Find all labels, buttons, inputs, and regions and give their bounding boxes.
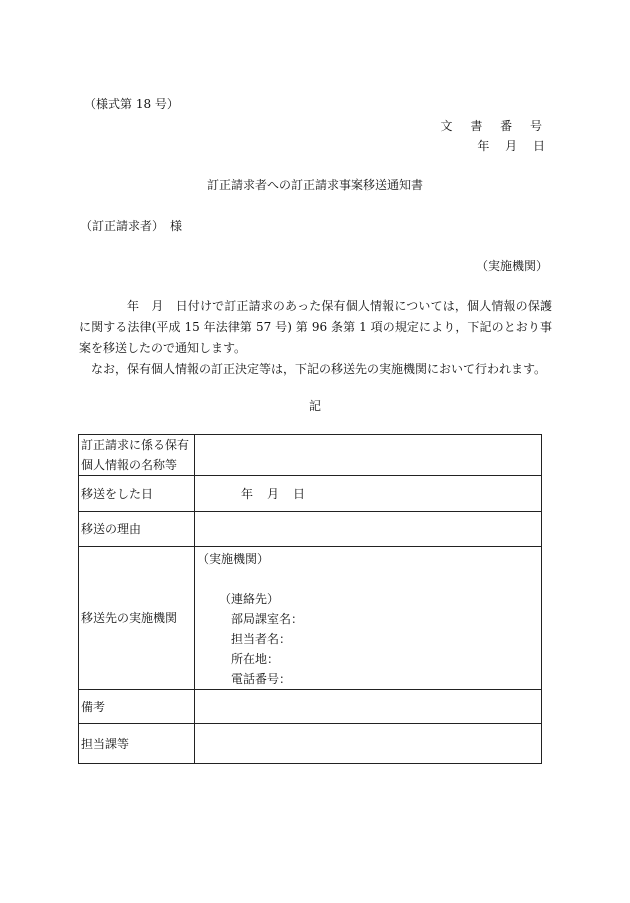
table-value-transfer-date xyxy=(195,476,542,512)
table-label-responsible-section: 担当課等 xyxy=(79,724,195,764)
document-title: 訂正請求者への訂正請求事案移送通知書 xyxy=(206,178,423,192)
table-label-transfer-date: 移送をした日 xyxy=(79,476,195,512)
ki-heading: 記 xyxy=(308,399,321,413)
table-label-info-name: 訂正請求に係る保有個人情報の名称等 xyxy=(79,435,195,476)
table-label-transfer-reason: 移送の理由 xyxy=(79,512,195,547)
contact-heading: （連絡先） xyxy=(219,592,280,606)
contact-person: 担当者名： xyxy=(231,632,292,646)
contact-address: 所在地： xyxy=(231,652,280,666)
table-value-responsible-section xyxy=(195,724,542,764)
issuer-line: （実施機関） xyxy=(475,259,548,273)
contact-phone: 電話番号： xyxy=(231,672,292,686)
transfer-month: 月 xyxy=(267,486,280,501)
table-row xyxy=(79,476,542,512)
body-paragraph-1: 年 月 日付けで訂正請求のあった保有個人情報については，個人情報の保護に関する法律(平成 15 年法律第 57 号) 第 96 条第 1 項の規定により，下記のとおり事案を移送したので通知します。 xyxy=(79,299,552,355)
table-value-info-name xyxy=(195,435,542,476)
table-row xyxy=(79,547,542,690)
table-value-transfer-reason xyxy=(195,512,542,547)
document-number-label: 文 書 番 号 xyxy=(440,119,549,133)
transfer-year: 年 xyxy=(241,486,254,501)
table-label-destination-agency: 移送先の実施機関 xyxy=(79,547,195,690)
body-paragraph-2: なお，保有個人情報の訂正決定等は，下記の移送先の実施機関において行われます。 xyxy=(91,362,547,376)
table-value-remarks xyxy=(195,690,542,724)
table-row xyxy=(79,724,542,764)
table-value-destination-agency xyxy=(195,547,542,690)
table-label-remarks: 備考 xyxy=(79,690,195,724)
recipient-line: （訂正請求者） 様 xyxy=(80,219,183,233)
form-number: （様式第 18 号） xyxy=(84,97,179,111)
notice-body xyxy=(79,296,552,380)
date-label: 年 月 日 xyxy=(477,139,551,153)
table-row xyxy=(79,435,542,476)
contact-department: 部局課室名： xyxy=(231,612,304,626)
table-row xyxy=(79,690,542,724)
transfer-day: 日 xyxy=(293,486,306,501)
notice-table xyxy=(78,434,542,764)
destination-agency-name: （実施機関） xyxy=(197,552,270,566)
table-row xyxy=(79,512,542,547)
